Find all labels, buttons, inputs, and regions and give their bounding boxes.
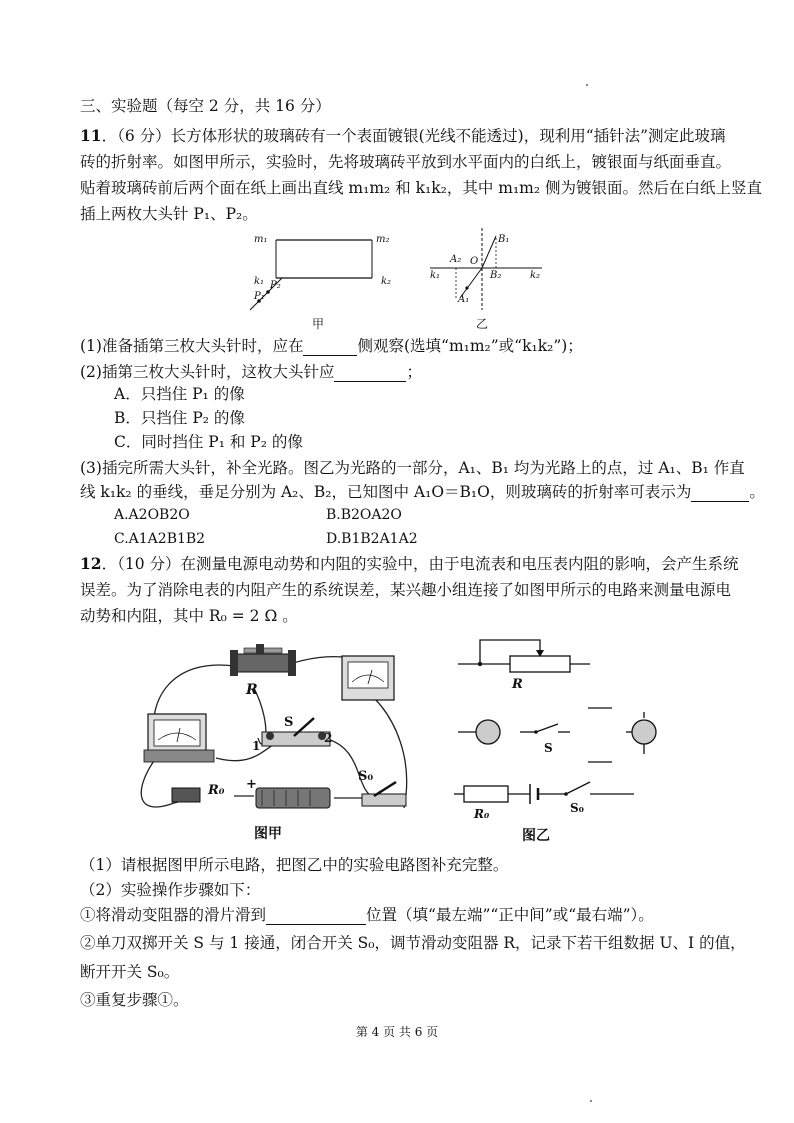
q11-sub3-text-b: 。 (749, 483, 765, 501)
q12-line-1 (80, 554, 738, 574)
q12-line-2: 误差。为了消除电表的内阻产生的系统误差，某兴趣小组连接了如图甲所示的电路来测量电源电 (80, 581, 732, 599)
circuit-photo-label-plus: + (246, 777, 257, 792)
q11-sub3-text-a: 线 k₁k₂ 的垂线，垂足分别为 A₂、B₂，已知图中 A₁O＝B₁O，则玻璃砖的折射率可表示为 (80, 483, 692, 501)
q12-step2-line-2: 断开开关 S₀。 (80, 963, 180, 981)
figure-yi (426, 228, 556, 336)
fig-yi-label-b2: B₂ (490, 270, 502, 281)
q11-choice-b: B．只挡住 P₂ 的像 (114, 409, 245, 427)
q11-choice-a: A．只挡住 P₁ 的像 (114, 385, 245, 403)
scan-dot (586, 84, 588, 86)
fig-jia-label-m1: m₁ (254, 234, 268, 245)
q11-sub1-text-a: (1)准备插第三枚大头针时，应在 (80, 337, 304, 355)
circuit-photo-label-s: S (284, 715, 294, 730)
fig-yi-caption: 乙 (476, 317, 489, 331)
q11-sub1-blank[interactable] (303, 339, 357, 356)
q12-step1 (80, 905, 654, 925)
q11-sub2-blank[interactable] (334, 365, 406, 382)
scan-dot (590, 1100, 592, 1102)
q11-choice-c: C．同时挡住 P₁ 和 P₂ 的像 (114, 433, 303, 451)
schematic-caption: 图乙 (522, 828, 550, 844)
fig-yi-label-o: O (470, 256, 479, 267)
q12-text-1: ．（10 分）在测量电源电动势和内阻的实验中，由于电流表和电压表内阻的影响，会产生系统 (101, 555, 739, 573)
q11-option-a[interactable]: A.A2OB2O (114, 507, 190, 523)
q11-option-d[interactable]: D.B1B2A1A2 (326, 531, 418, 547)
q12-number: 12 (80, 554, 102, 573)
q11-line-4: 插上两枚大头针 P₁、P₂。 (80, 205, 258, 223)
q11-line-1 (80, 126, 726, 146)
circuit-photo-label-r0: R₀ (208, 783, 225, 798)
circuit-photo-label-1: 1 (252, 739, 261, 753)
q11-sub3-blank[interactable] (691, 485, 749, 502)
q12-sub2: （2）实验操作步骤如下： (80, 881, 261, 899)
fig-jia-label-k1: k₁ (254, 276, 265, 287)
figure-circuit-photo (134, 638, 424, 848)
q12-line-3: 动势和内阻，其中 R₀ = 2 Ω 。 (80, 607, 298, 625)
q11-option-b[interactable]: B.B2OA2O (326, 507, 402, 523)
q11-text-1: ．（6 分）长方体形状的玻璃砖有一个表面镀银(光线不能透过)，现利用“插针法”测定此玻璃 (101, 127, 726, 145)
schematic-label-r0: R₀ (474, 807, 490, 821)
circuit-photo-label-s0: S₀ (358, 769, 374, 784)
q11-sub2-text-b: ； (406, 363, 422, 381)
circuit-photo-caption: 图甲 (254, 826, 282, 842)
figure-jia (248, 228, 408, 336)
schematic-label-s: S (544, 741, 553, 755)
section-header: 三、实验题（每空 2 分，共 16 分） (80, 97, 331, 115)
page-footer: 第 4 页 共 6 页 (355, 1025, 439, 1039)
fig-yi-label-a2: A₂ (450, 254, 462, 265)
fig-jia-label-m2: m₂ (376, 234, 390, 245)
q12-step1-blank[interactable] (266, 908, 366, 925)
schematic-label-r: R (512, 677, 523, 692)
q11-number: 11 (80, 126, 102, 145)
circuit-photo-label-r: R (246, 682, 258, 698)
q11-sub1 (80, 336, 583, 356)
q12-step1-text-a: ①将滑动变阻器的滑片滑到 (80, 906, 267, 924)
q11-sub3-line-2 (80, 482, 765, 502)
fig-yi-label-k2: k₂ (530, 270, 541, 281)
fig-jia-label-p2: P₂ (270, 280, 281, 291)
q11-sub3-line-1: (3)插完所需大头针，补全光路。图乙为光路的一部分，A₁、B₁ 均为光路上的点，过 A₁、B₁ 作直 (80, 459, 745, 477)
fig-jia-caption: 甲 (312, 317, 325, 331)
q11-option-c[interactable]: C.A1A2B1B2 (114, 531, 206, 547)
circuit-photo-label-2: 2 (324, 731, 333, 745)
fig-yi-label-b1: B₁ (498, 234, 510, 245)
q12-step3: ③重复步骤①。 (80, 991, 189, 1009)
fig-yi-label-a1: A₁ (458, 294, 470, 305)
fig-jia-label-p1: P₁ (254, 291, 265, 302)
q12-step1-text-b: 位置（填“最左端”“正中间”或“最右端”）。 (366, 906, 654, 924)
q11-line-3: 贴着玻璃砖前后两个面在纸上画出直线 m₁m₂ 和 k₁k₂，其中 m₁m₂ 侧为镀银面。然后在白纸上竖直 (80, 179, 762, 197)
q11-line-2: 砖的折射率。如图甲所示，实验时，先将玻璃砖平放到水平面内的白纸上，镀银面与纸面垂直。 (80, 153, 732, 171)
q11-sub2 (80, 362, 422, 382)
fig-yi-label-k1: k₁ (430, 270, 441, 281)
fig-jia-label-k2: k₂ (381, 276, 392, 287)
q11-sub2-text-a: (2)插第三枚大头针时，这枚大头针应 (80, 363, 335, 381)
figure-circuit-schematic (440, 636, 680, 848)
schematic-label-s0: S₀ (570, 801, 584, 815)
q12-sub1: （1）请根据图甲所示电路，把图乙中的实验电路图补充完整。 (80, 856, 509, 874)
q12-step2-line-1: ②单刀双掷开关 S 与 1 接通，闭合开关 S₀，调节滑动变阻器 R，记录下若干组数据 U、I 的值， (80, 934, 746, 952)
q11-sub1-text-b: 侧观察(选填“m₁m₂”或“k₁k₂”)； (357, 337, 583, 355)
